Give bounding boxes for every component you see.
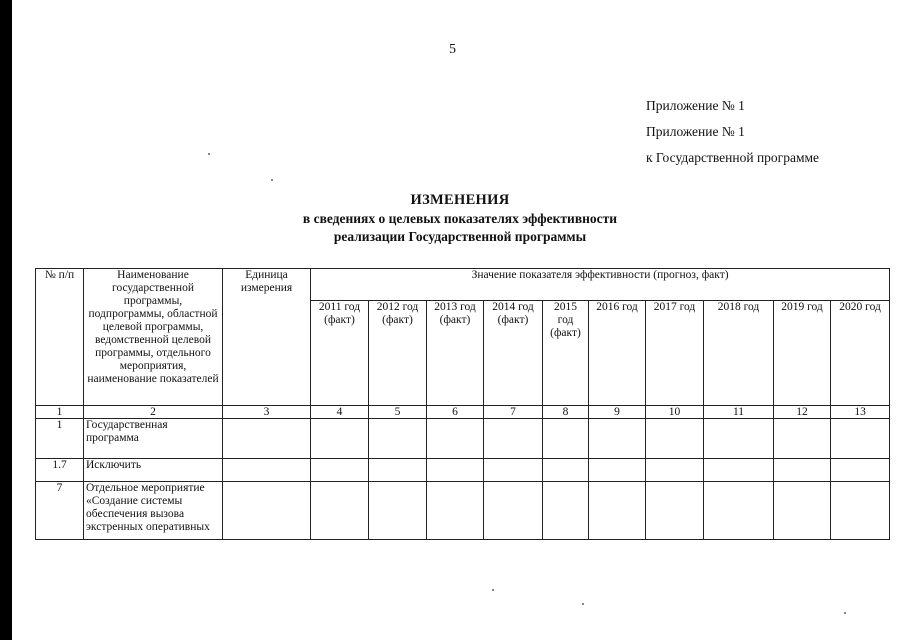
- column-number: 5: [369, 406, 427, 419]
- header-year-2020: 2020 год: [831, 301, 890, 406]
- appendix-line-3: к Государственной программе: [646, 150, 820, 165]
- document-title: ИЗМЕНЕНИЯ: [410, 192, 510, 208]
- column-number: 7: [484, 406, 543, 419]
- column-number-row: [36, 406, 890, 419]
- column-number: 6: [427, 406, 484, 419]
- header-num: № п/п: [36, 269, 84, 406]
- row-name: Государственная программа: [84, 419, 223, 459]
- scan-edge: [0, 0, 12, 640]
- header-year-2012: 2012 год (факт): [369, 301, 427, 406]
- header-value-group: Значение показателя эффективности (прогноз, факт): [311, 269, 890, 301]
- row-num: 1.7: [36, 459, 84, 482]
- header-year-2014: 2014 год (факт): [484, 301, 543, 406]
- column-number: 13: [831, 406, 890, 419]
- row-num: 1: [36, 419, 84, 459]
- header-year-2015: 2015 год (факт): [543, 301, 589, 406]
- table-row: [36, 419, 890, 459]
- appendix-line-2: Приложение № 1: [646, 124, 745, 139]
- page-number: 5: [449, 42, 456, 57]
- row-num: 7: [36, 482, 84, 540]
- header-year-2016: 2016 год: [589, 301, 646, 406]
- header-year-2013: 2013 год (факт): [427, 301, 484, 406]
- column-number: 1: [36, 406, 84, 419]
- column-number: 8: [543, 406, 589, 419]
- column-number: 11: [704, 406, 774, 419]
- column-number: 2: [84, 406, 223, 419]
- appendix-line-1: Приложение № 1: [646, 98, 745, 113]
- document-subtitle-line-2: реализации Государственной программы: [333, 229, 587, 244]
- row-name: Исключить: [84, 459, 223, 482]
- row-name: Отдельное мероприятие «Создание системы обеспечения вызова экстренных оперативных: [84, 482, 223, 540]
- document-subtitle-line-1: в сведениях о целевых показателях эффективности: [302, 211, 618, 226]
- header-year-2018: 2018 год: [704, 301, 774, 406]
- header-name: Наименование государственной программы, подпрограммы, областной целевой программы, ведомственной целевой программы, отдельного мероприятия, наименование показателей: [84, 269, 223, 406]
- header-year-2019: 2019 год: [774, 301, 831, 406]
- table-row: [36, 459, 890, 482]
- header-unit: Единица измерения: [223, 269, 311, 406]
- table-row: [36, 482, 890, 540]
- indicator-table: [35, 268, 890, 540]
- column-number: 10: [646, 406, 704, 419]
- column-number: 3: [223, 406, 311, 419]
- column-number: 4: [311, 406, 369, 419]
- column-number: 12: [774, 406, 831, 419]
- header-year-2017: 2017 год: [646, 301, 704, 406]
- column-number: 9: [589, 406, 646, 419]
- header-year-2011: 2011 год (факт): [311, 301, 369, 406]
